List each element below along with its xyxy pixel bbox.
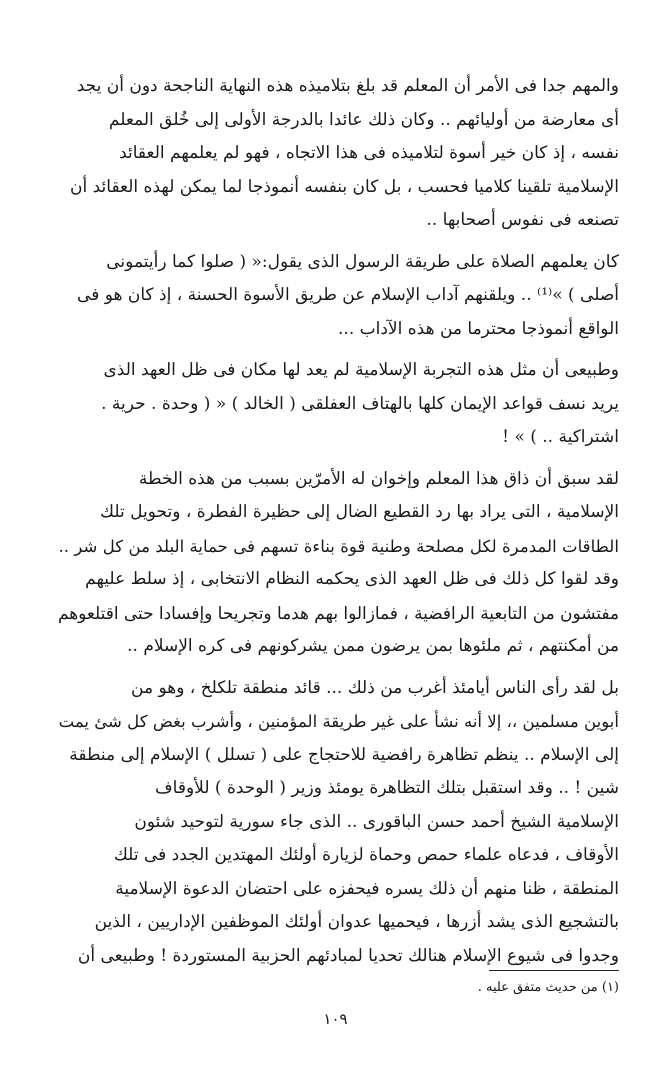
text-line: من أمكنتهم ، ثم ملئوها بمن يرضون ممن يشركونهم فى كره الإسلام .. bbox=[127, 636, 619, 656]
text-line: الطاقات المدمرة لكل مصلحة وطنية قوة بناءة تسهم فى حماية البلد من كل شر .. bbox=[58, 536, 619, 556]
paragraph bbox=[58, 354, 619, 455]
paragraph bbox=[58, 246, 619, 347]
text-line: وطبيعى أن مثل هذه التجربة الإسلامية لم يعد لها مكان فى ظل العهد الذى bbox=[103, 360, 619, 380]
text-line: تصنعه فى نفوس أصحابها .. bbox=[426, 210, 619, 230]
text-line: نفسه ، إذ كان خير أسوة لتلاميذه فى هذا الاتجاه ، فهو لم يعلمهم العقائد bbox=[119, 143, 619, 163]
text-line: كان يعلمهم الصلاة على طريقة الرسول الذى يقول:« ( صلوا كما رأيتمونى bbox=[106, 251, 619, 272]
text-line: أى معارضة من أوليائهم .. وكان ذلك عائدا بالدرجة الأولى إلى خُلق المعلم bbox=[108, 109, 619, 130]
paragraph bbox=[58, 672, 619, 974]
text-line: الواقع أنموذجا محترما من هذه الآداب ... bbox=[338, 318, 619, 339]
text-line: يريد نسف قواعد الإيمان كلها بالهتاف العفلقى ( الخالد ) « ( وحدة . حرية . bbox=[101, 393, 619, 414]
text-line: إلى الإسلام .. ينظم تظاهرة رافضية للاحتجاج على ( تسلل ) الإسلام إلى منطقة bbox=[69, 744, 619, 765]
footnote-divider bbox=[489, 970, 619, 971]
body-text bbox=[58, 70, 619, 973]
paragraph bbox=[58, 463, 619, 664]
text-line: الإسلامية ، التى يراد بها رد القطيع الضال إلى حظيرة الفطرة ، وتحويل تلك bbox=[100, 502, 619, 522]
text-line: أصلى ) »⁽¹⁾ .. ويلقنهم آداب الإسلام عن طريق الأسوة الحسنة ، إذ كان هو فى bbox=[77, 285, 619, 305]
page-number: ١٠٩ bbox=[323, 1010, 348, 1028]
text-line: وقد لقوا كل ذلك فى ظل العهد الذى يحكمه النظام الانتخابى ، إذ سلط عليهم bbox=[85, 569, 619, 589]
text-line: المنطقة ، ظنا منهم أن ذلك يسره فيحفزه على احتضان الدعوة الإسلامية bbox=[115, 878, 619, 899]
text-line: أبوين مسلمين ،، إلا أنه نشأ على غير طريقة المؤمنين ، وأشرب بغض كل شئ يمت bbox=[58, 712, 619, 731]
text-line: الأوقاف ، فدعاه علماء حمص وحماة لزيارة أولئك المهتدين الجدد فى تلك bbox=[113, 845, 619, 865]
text-line: والمهم جدا فى الأمر أن المعلم قد بلغ بتلاميذه هذه النهاية الناجحة دون أن يجد bbox=[76, 76, 619, 96]
text-line: شين ! .. وقد استقبل بتلك التظاهرة يومئذ وزير ( الوحدة ) للأوقاف bbox=[155, 778, 619, 798]
text-line: بل لقد رأى الناس أيامئذ أغرب من ذلك ... قائد منطقة تلكلخ ، وهو من bbox=[131, 677, 619, 698]
text-line: وجدوا فى شيوع الإسلام هنالك تحديا لمبادئهم الحزبية المستوردة ! وطبيعى أن bbox=[77, 945, 619, 966]
text-line: الإسلامية الشيخ أحمد حسن الباقورى .. الذى جاء سورية لتوحيد شئون bbox=[134, 811, 619, 832]
text-line: لقد سبق أن ذاق هذا المعلم وإخوان له الأمرّين بسبب من هذه الخطة bbox=[138, 468, 619, 489]
paragraph bbox=[58, 70, 619, 238]
text-line: اشتراكية .. ) » ! bbox=[502, 427, 619, 447]
text-line: بالتشجيع الذى يشد أزرها ، فيحميها عدوان أولئك الموظفين الإداريين ، الذين bbox=[94, 912, 619, 932]
text-line: الإسلامية تلقينا كلاميا فحسب ، بل كان بنفسه أنموذجا لما يمكن لهذه العقائد أن bbox=[70, 176, 619, 197]
footnote: (١) من حديث متفق عليه . bbox=[477, 980, 619, 995]
text-line: مفتشون من التابعية الرافضية ، فمازالوا بهم هدما وتجريحا وإفسادا حتى اقتلعوهم bbox=[57, 602, 619, 623]
